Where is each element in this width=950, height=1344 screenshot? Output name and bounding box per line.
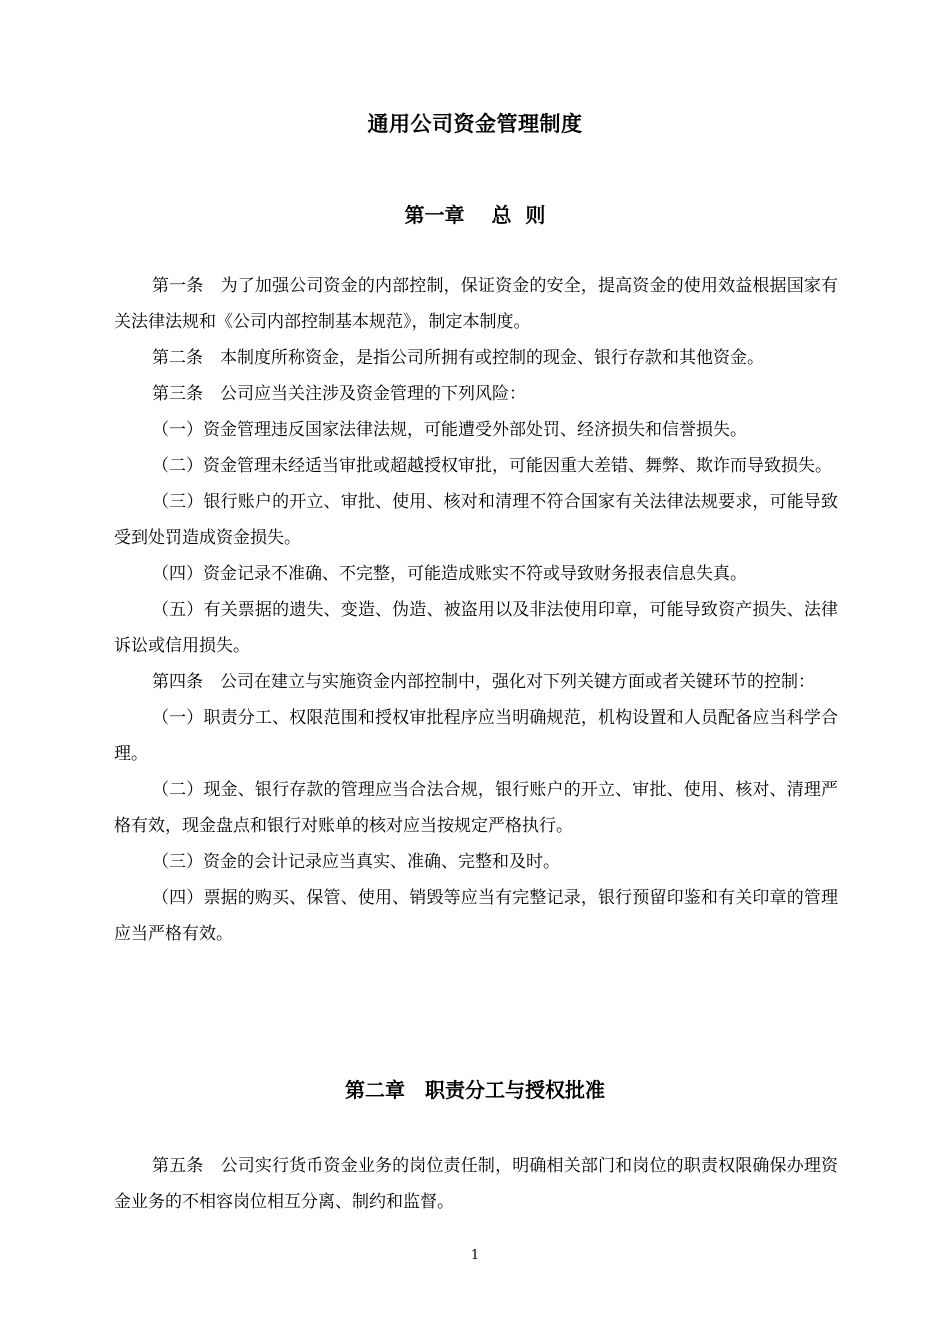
article-3-item-4: （四）资金记录不准确、不完整，可能造成账实不符或导致财务报表信息失真。	[152, 564, 747, 584]
document-title: 通用公司资金管理制度	[367, 112, 583, 136]
article-3-item-5: （五）有关票据的遗失、变造、伪造、被盗用以及非法使用印章，可能导致资产损失、法律诉讼或信用损失。	[114, 600, 838, 656]
chapter-1-body	[114, 268, 838, 952]
chapter-2-body	[114, 1148, 838, 1220]
article-5: 第五条 公司实行货币资金业务的岗位责任制，明确相关部门和岗位的职责权限确保办理资金业务的不相容岗位相互分离、制约和监督。	[114, 1156, 838, 1212]
article-3-item-1: （一）资金管理违反国家法律法规，可能遭受外部处罚、经济损失和信誉损失。	[152, 420, 747, 440]
article-3-item-2: （二）资金管理未经适当审批或超越授权审批，可能因重大差错、舞弊、欺诈而导致损失。	[152, 456, 832, 476]
article-4-item-4: （四）票据的购买、保管、使用、销毁等应当有完整记录，银行预留印鉴和有关印章的管理应当严格有效。	[114, 888, 838, 944]
article-4: 第四条 公司在建立与实施资金内部控制中，强化对下列关键方面或者关键环节的控制：	[152, 672, 815, 692]
page-number: 1	[470, 1248, 480, 1263]
article-3: 第三条 公司应当关注涉及资金管理的下列风险：	[152, 384, 526, 404]
article-2: 第二条 本制度所称资金，是指公司所拥有或控制的现金、银行存款和其他资金。	[152, 348, 764, 368]
chapter-2-heading: 第二章 职责分工与授权批准	[345, 1078, 605, 1102]
article-4-item-2: （二）现金、银行存款的管理应当合法合规，银行账户的开立、审批、使用、核对、清理严格有效，现金盘点和银行对账单的核对应当按规定严格执行。	[114, 780, 838, 836]
article-4-item-3: （三）资金的会计记录应当真实、准确、完整和及时。	[152, 852, 560, 872]
article-1: 第一条 为了加强公司资金的内部控制，保证资金的安全，提高资金的使用效益根据国家有关法律法规和《公司内部控制基本规范》，制定本制度。	[114, 276, 838, 332]
chapter-1-heading: 第一章 总 则	[404, 203, 546, 227]
article-4-item-1: （一）职责分工、权限范围和授权审批程序应当明确规范，机构设置和人员配备应当科学合理。	[114, 708, 838, 764]
article-3-item-3: （三）银行账户的开立、审批、使用、核对和清理不符合国家有关法律法规要求，可能导致受到处罚造成资金损失。	[114, 492, 838, 548]
